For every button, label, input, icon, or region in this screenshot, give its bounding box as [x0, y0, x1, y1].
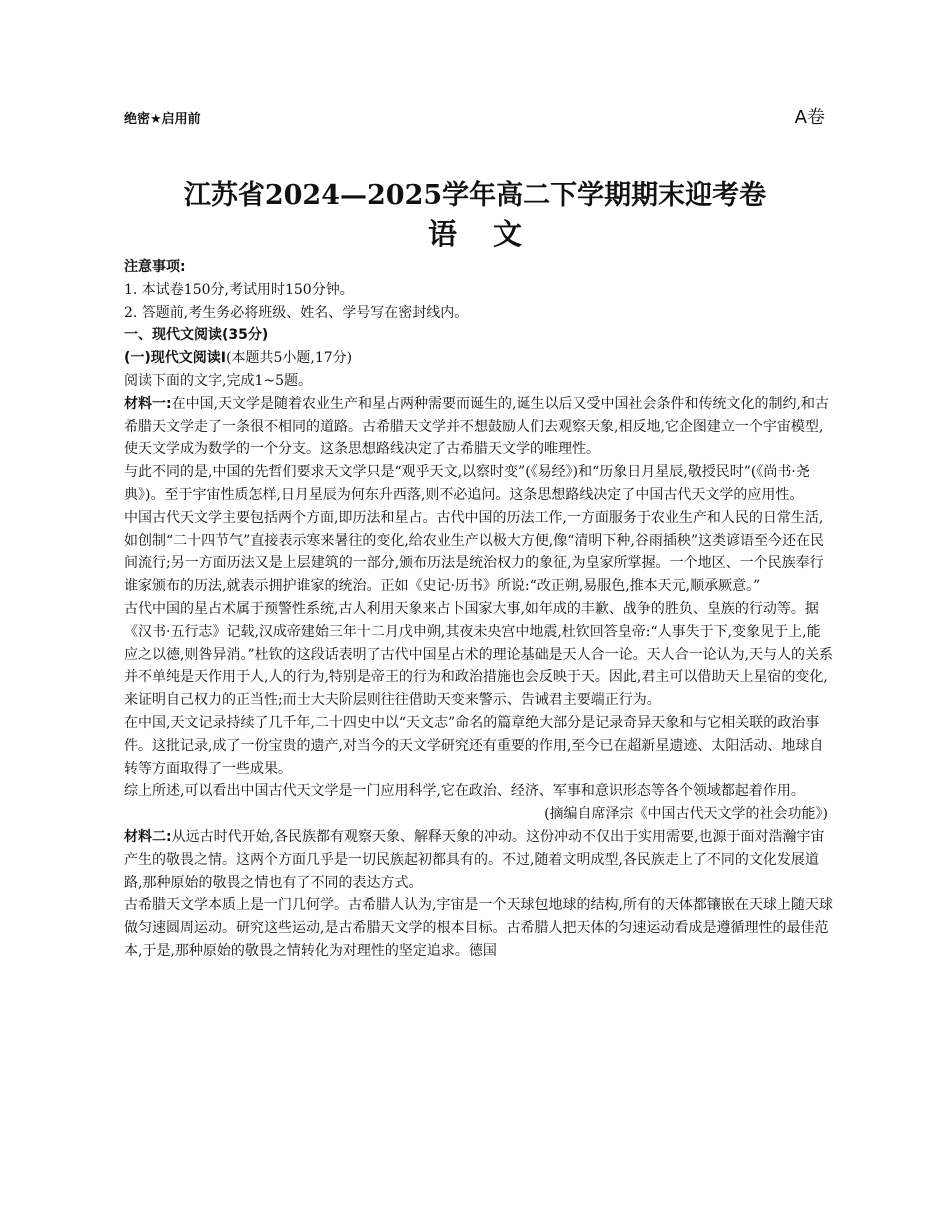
paper-version-label: A卷 [794, 107, 825, 128]
material-paragraph: 在中国,天文记录持续了几千年,二十四史中以“天文志”命名的篇章绝大部分是记录奇异天象和与它相关联的政治事件。这批记录,成了一份宝贵的遗产,对当今的天文学研究还有重要的作用,至今已在超新星遗迹、太阳活动、地球自转等方面取得了一些成果。 [124, 714, 824, 777]
material-source: (摘编自席泽宗《中国古代天文学的社会功能》) [544, 806, 828, 823]
reading-instruction: 阅读下面的文字,完成1~5题。 [124, 372, 312, 389]
exam-title: 江苏省2024—2025学年高二下学期期末迎考卷 [183, 180, 767, 211]
sub-section-heading [124, 347, 834, 370]
material-label: 材料二: [124, 828, 172, 845]
notice-item: 2. 答题前,考生务必将班级、姓名、学号写在密封线内。 [124, 304, 469, 321]
material-text: 从远古时代开始,各民族都有观察天象、解释天象的冲动。这份冲动不仅出于实用需要,也源于面对浩瀚宇宙产生的敬畏之情。这两个方面几乎是一切民族起初都具有的。不过,随着文明成型,各民族走上了不同的文化发展道路,那种原始的敬畏之情也有了不同的表达方式。 [124, 828, 825, 891]
material-paragraph: 古希腊天文学本质上是一门几何学。古希腊人认为,宇宙是一个天球包地球的结构,所有的天体都镶嵌在天球上随天球做匀速圆周运动。研究这些运动,是古希腊天文学的根本目标。古希腊人把天体的匀速运动看成是遵循理性的最佳范本,于是,那种原始的敬畏之情转化为对理性的坚定追求。德国 [124, 897, 833, 959]
material-paragraph: 综上所述,可以看出中国古代天文学是一门应用科学,它在政治、经济、军事和意识形态等各个领域都起着作用。 [124, 783, 805, 800]
exam-body [124, 256, 834, 963]
material-paragraph [124, 826, 834, 894]
material-paragraph [124, 393, 834, 461]
material-label: 材料一: [124, 395, 172, 412]
confidential-label: 绝密★启用前 [124, 112, 201, 127]
sub-section-scope: (本题共5小题,17分) [226, 350, 353, 367]
material-paragraph: 古代中国的星占术属于预警性系统,古人利用天象来占卜国家大事,如年成的丰歉、战争的胜负、皇族的行动等。据《汉书·五行志》记载,汉成帝建始三年十二月戊申朔,其夜未央宫中地震,杜钦回答皇帝:“人事失于下,变象见于上,能应之以德,则咎异消。”杜钦的这段话表明了古代中国星占术的理论基础是天人合一论。天人合一论认为,天与人的关系并不单纯是天作用于人,人的行为,特别是帝王的行为和政治措施也会反映于天。因此,君主可以借助天上星宿的变化,来证明自己权力的正当性;而士大夫阶层则往往借助天变来警示、告诫君主要端正行为。 [124, 600, 834, 709]
subject-title: 语文 [427, 217, 558, 251]
material-paragraph: 与此不同的是,中国的先哲们要求天文学只是“观乎天文,以察时变”(《易经》)和“历象日月星辰,敬授民时”(《尚书·尧典》)。至于宇宙性质怎样,日月星辰为何东升西落,则不必追问。这条思想路线决定了中国古代天文学的应用性。 [124, 464, 810, 503]
notice-heading: 注意事项: [124, 259, 186, 275]
sub-section-title: (一)现代文阅读Ⅰ [124, 350, 227, 367]
section-heading: 一、现代文阅读(35分) [124, 327, 269, 344]
notice-item: 1. 本试卷150分,考试用时150分钟。 [124, 281, 354, 298]
material-text: 在中国,天文学是随着农业生产和星占两种需要而诞生的,诞生以后又受中国社会条件和传统文化的制约,和古希腊天文学走了一条很不相同的道路。古希腊天文学并不想鼓励人们去观察天象,相反地,它企图建立一个宇宙模型,使天文学成为数学的一个分支。这条思想路线决定了古希腊天文学的唯理性。 [124, 395, 829, 458]
material-paragraph: 中国古代天文学主要包括两个方面,即历法和星占。古代中国的历法工作,一方面服务于农业生产和人民的日常生活,如创制“二十四节气”直接表示寒来暑往的变化,给农业生产以极大方便,像“清明下种,谷雨插秧”这类谚语至今还在民间流行;另一方面历法又是上层建筑的一部分,颁布历法是统治权力的象征,为皇家所掌握。一个地区、一个民族奉行谁家颁布的历法,就表示拥护谁家的统治。正如《史记·历书》所说:“改正朔,易服色,推本天元,顺承厥意。” [124, 509, 824, 595]
